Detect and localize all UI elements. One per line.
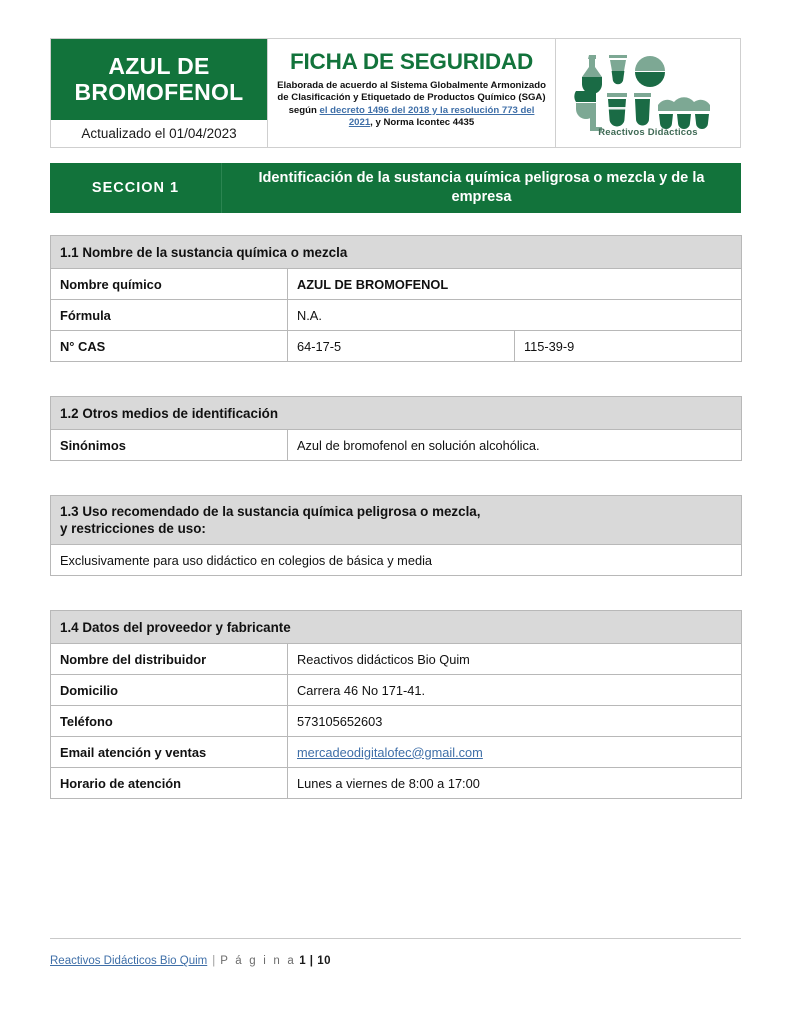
row-value-nombre-quimico: AZUL DE BROMOFENOL (288, 269, 742, 300)
row-value-domicilio: Carrera 46 No 171-41. (288, 675, 742, 706)
table-recommended-use (50, 495, 742, 576)
table-row (51, 331, 742, 362)
table-head-row (51, 397, 742, 430)
footer-page-number: 1 | 10 (299, 955, 332, 967)
block-13-heading-line2: y restricciones de uso: (60, 521, 206, 536)
row-label-distribuidor: Nombre del distribuidor (51, 644, 288, 675)
subtitle-line-1: Elaborada de acuerdo al Sistema Globalmente Armonizado (277, 80, 546, 91)
row-value-sinonimos: Azul de bromofenol en solución alcohólica. (288, 430, 742, 461)
table-row (51, 644, 742, 675)
row-value-telefono: 573105652603 (288, 706, 742, 737)
block-11-heading: 1.1 Nombre de la sustancia química o mezcla (51, 236, 742, 269)
section-title: Identificación de la sustancia química peligrosa o mezcla y de la empresa (258, 170, 705, 205)
row-label-cas: N° CAS (51, 331, 288, 362)
bioquim-logo (573, 47, 723, 139)
table-row (51, 675, 742, 706)
table-row (51, 545, 742, 576)
section-header-bar (50, 163, 741, 213)
row-value-cas-2: 115-39-9 (515, 331, 742, 362)
block-14-heading: 1.4 Datos del proveedor y fabricante (51, 611, 742, 644)
footer-separator: | (212, 955, 216, 967)
row-value-email-cell (288, 737, 742, 768)
regulation-link[interactable]: el decreto 1496 del 2018 y la resolución 773 del 2021 (319, 104, 535, 129)
table-row (51, 300, 742, 331)
row-label-email: Email atención y ventas (51, 737, 288, 768)
subtitle-prefix: según (288, 104, 320, 116)
header-logo-cell (555, 38, 741, 148)
table-substance-name (50, 235, 742, 362)
table-head-row (51, 236, 742, 269)
table-row (51, 768, 742, 799)
document-subtitle (276, 80, 547, 130)
document-header (50, 38, 741, 148)
row-label-telefono: Teléfono (51, 706, 288, 737)
product-name-title: AZUL DE BROMOFENOL (51, 39, 267, 120)
header-product-cell (50, 38, 267, 148)
table-row (51, 737, 742, 768)
table-row (51, 706, 742, 737)
table-other-identifiers (50, 396, 742, 461)
row-label-sinonimos: Sinónimos (51, 430, 288, 461)
subtitle-suffix: , y Norma Icontec 4435 (370, 117, 475, 129)
document-updated-date: Actualizado el 01/04/2023 (51, 120, 267, 147)
header-title-cell (267, 38, 555, 148)
footer-company-link[interactable]: Reactivos Didácticos Bio Quim (50, 955, 208, 967)
table-head-row (51, 496, 742, 545)
block-13-body: Exclusivamente para uso didáctico en colegios de básica y media (51, 545, 742, 576)
block-13-heading-line1: 1.3 Uso recomendado de la sustancia química peligrosa o mezcla, (60, 504, 481, 519)
email-link[interactable]: mercadeodigitalofec@gmail.com (297, 744, 483, 760)
section-number: SECCION 1 (50, 163, 222, 213)
block-12-heading: 1.2 Otros medios de identificación (51, 397, 742, 430)
row-label-nombre-quimico: Nombre químico (51, 269, 288, 300)
row-value-horario: Lunes a viernes de 8:00 a 17:00 (288, 768, 742, 799)
bioquim-glassware-icon (573, 47, 723, 139)
row-value-formula: N.A. (288, 300, 742, 331)
document-title: FICHA DE SEGURIDAD (289, 49, 534, 74)
subtitle-line-2: de Clasificación y Etiquetado de Productos Químico (SGA) (277, 92, 546, 104)
footer-divider (50, 938, 741, 939)
footer-page-word: P á g i n a (220, 955, 297, 967)
document-content (50, 38, 741, 799)
row-value-distribuidor: Reactivos didácticos Bio Quim (288, 644, 742, 675)
table-head-row (51, 611, 742, 644)
table-row (51, 269, 742, 300)
logo-tagline: Reactivos Didácticos (598, 127, 698, 138)
footer-content (50, 955, 741, 967)
block-13-heading (51, 496, 742, 545)
row-label-formula: Fórmula (51, 300, 288, 331)
table-supplier-data (50, 610, 742, 799)
row-label-domicilio: Domicilio (51, 675, 288, 706)
row-label-horario: Horario de atención (51, 768, 288, 799)
table-row (51, 430, 742, 461)
page-footer (50, 938, 741, 967)
row-value-cas-1: 64-17-5 (288, 331, 515, 362)
